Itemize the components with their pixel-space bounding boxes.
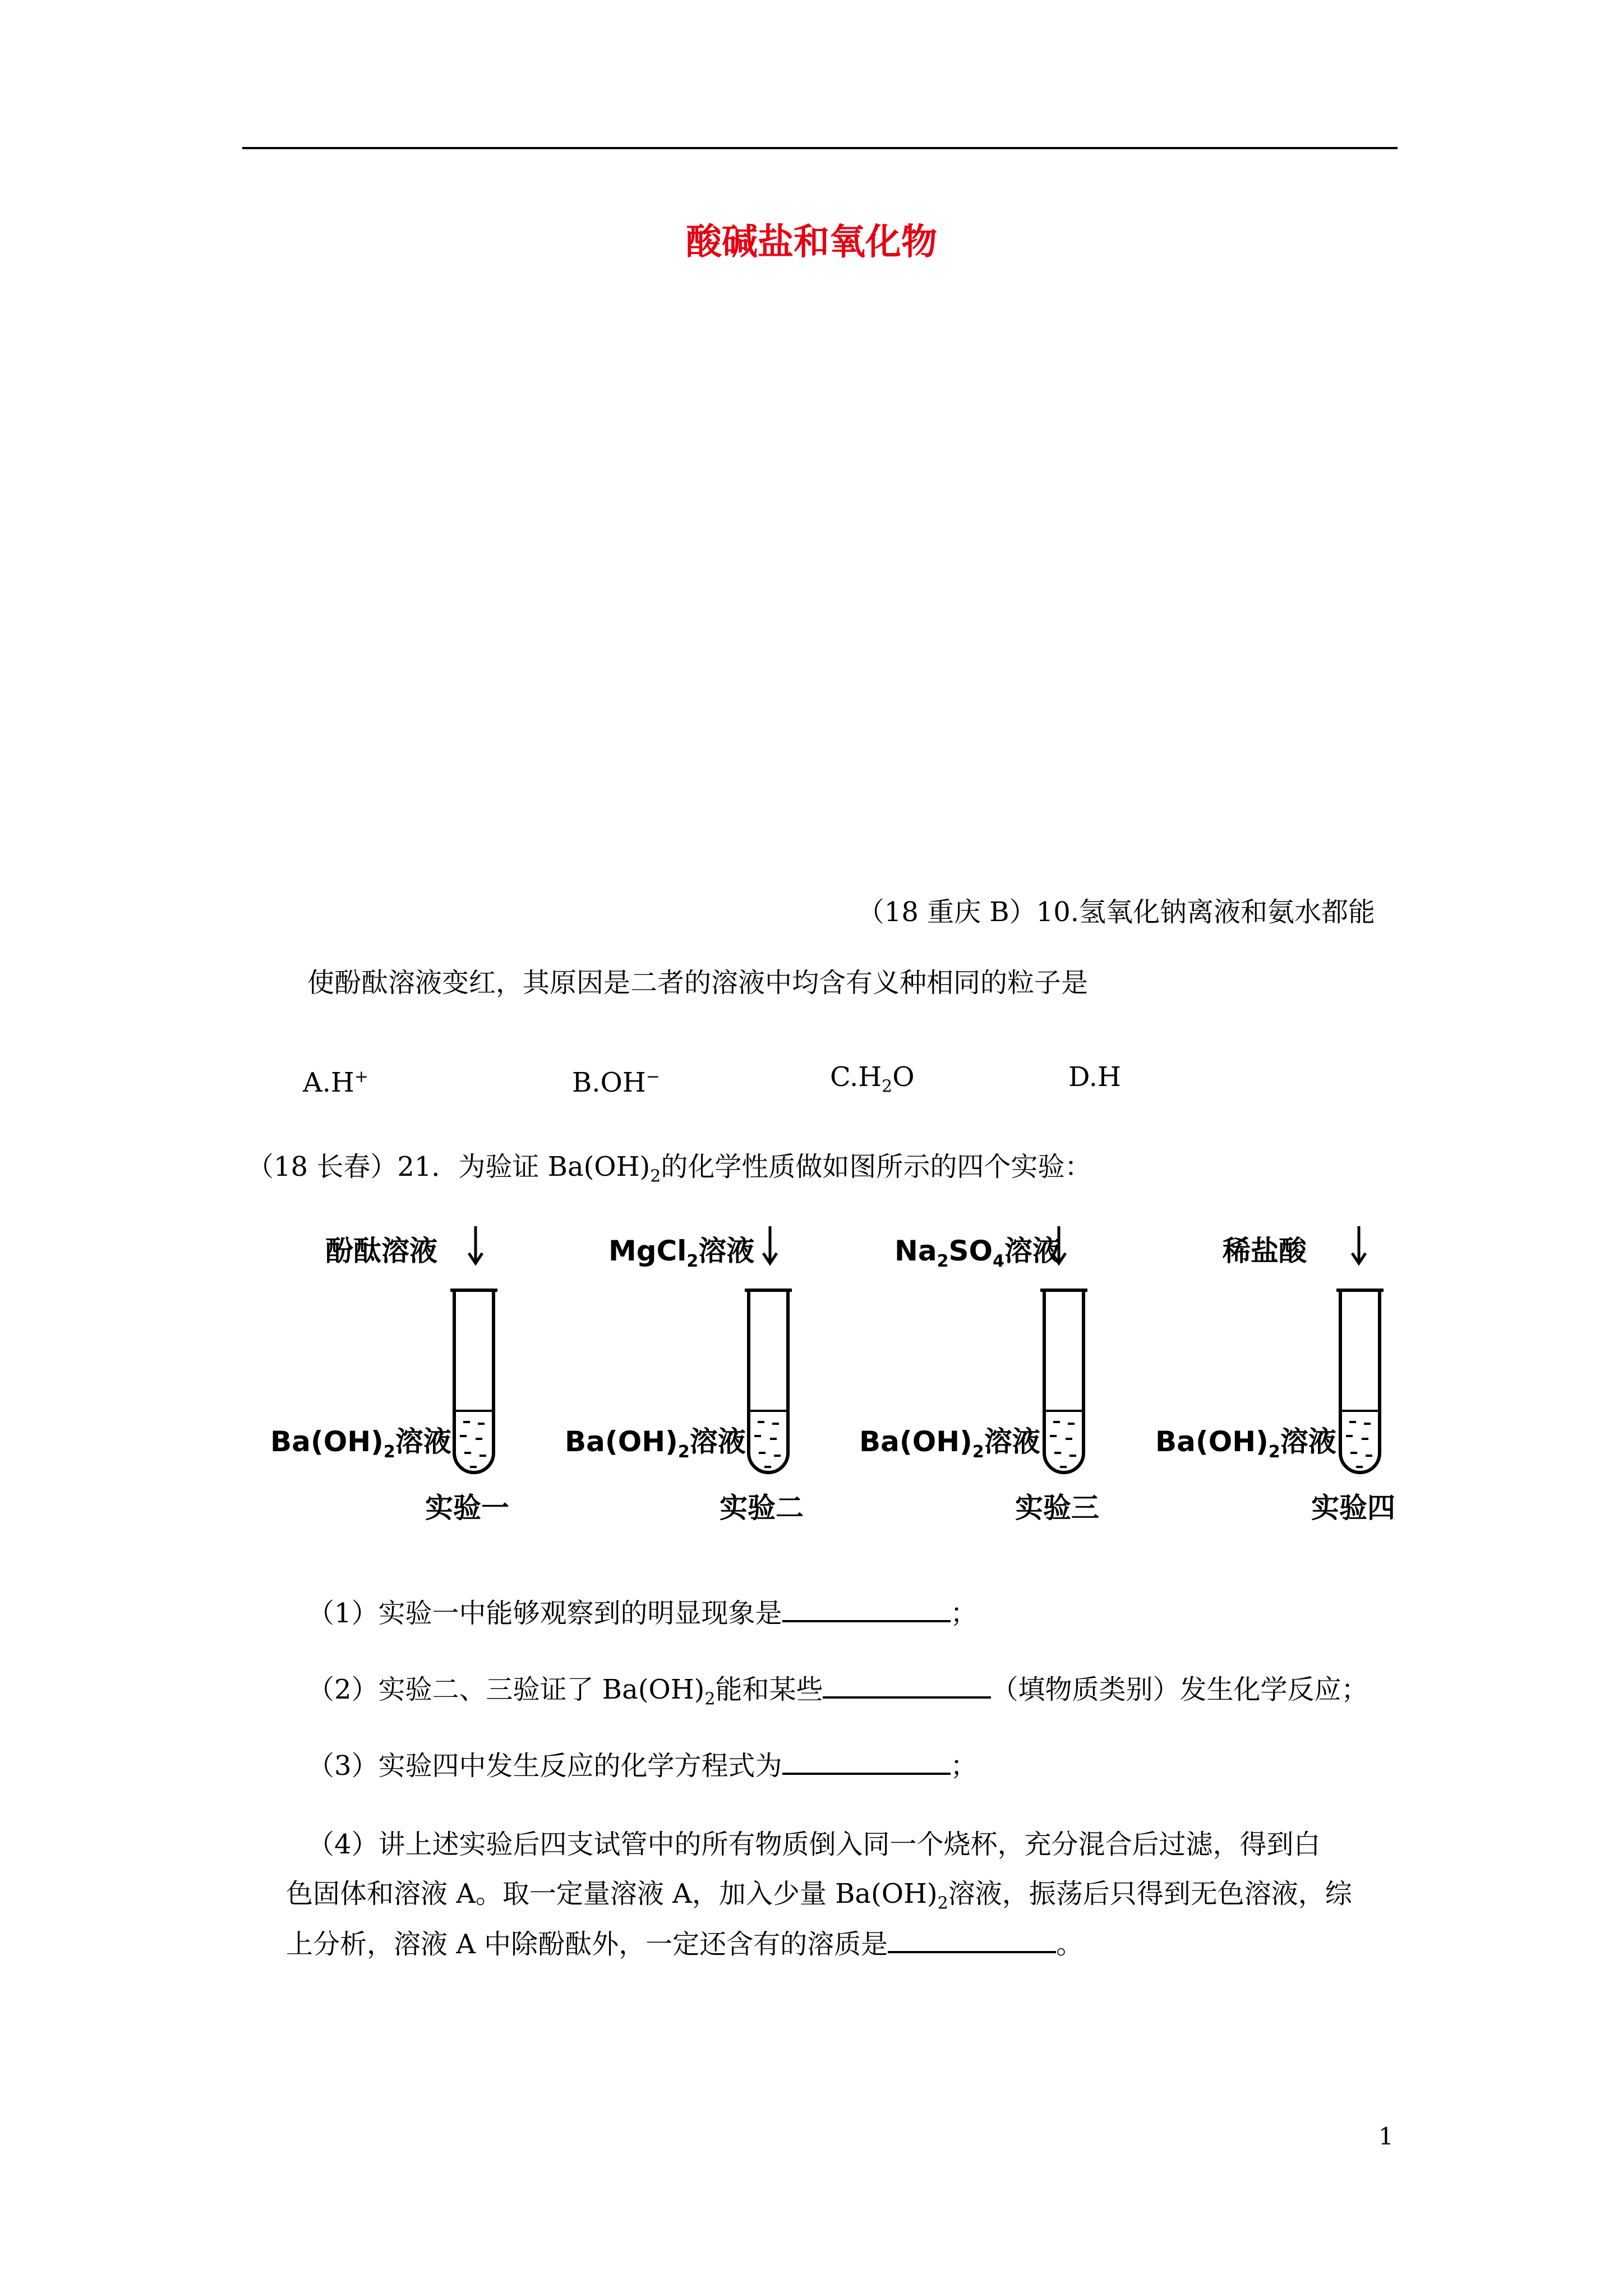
test-tube-icon xyxy=(1335,1285,1385,1487)
header-rule xyxy=(242,147,1398,149)
page-title: 酸碱盐和氧化物 xyxy=(686,221,937,263)
reagent-label-3: $Na_2SO_4$溶液 xyxy=(895,1235,1061,1271)
q10-option-d: D.H xyxy=(1068,1061,1121,1093)
answer-blank-1[interactable] xyxy=(782,1595,951,1622)
q21-sub1: （1）实验一中能够观察到的明显现象是 ； xyxy=(307,1595,978,1630)
reagent-label-2: MgCl$_2$溶液 xyxy=(608,1235,755,1271)
solution-label-2: $Ba(OH)_2$溶液 xyxy=(565,1425,746,1462)
q21-sub3: （3）实验四中发生反应的化学方程式为 ； xyxy=(307,1748,978,1783)
q21-sub2: （2）实验二、三验证了 $Ba(OH)_2$能和某些 （填物质类别）发生化学反应； xyxy=(307,1672,1368,1717)
dropper-arrow-icon xyxy=(759,1224,781,1269)
q21-intro: （18 长春）21．为验证 $Ba(OH)_2$的化学性质做如图所示的四个实验： xyxy=(247,1151,1092,1186)
reagent-label-1: 酚酞溶液 xyxy=(325,1235,437,1267)
q10-line1: （18 重庆 B）10.氢氧化钠离液和氨水都能 xyxy=(857,896,1375,928)
experiment-name-1: 实验一 xyxy=(425,1492,509,1524)
answer-blank-2[interactable] xyxy=(823,1672,991,1699)
experiment-name-3: 实验三 xyxy=(1015,1492,1099,1524)
answer-blank-4[interactable] xyxy=(888,1926,1056,1953)
experiment-name-4: 实验四 xyxy=(1311,1492,1395,1524)
q10-option-b: B.OH− xyxy=(572,1067,660,1098)
q10-option-a: A.H+ xyxy=(303,1067,368,1098)
q21-sub4-line1: （4）讲上述实验后四支试管中的所有物质倒入同一个烧杯，充分混合后过滤，得到白 xyxy=(307,1829,1321,1860)
answer-blank-3[interactable] xyxy=(782,1748,951,1775)
solution-label-3: $Ba(OH)_2$溶液 xyxy=(859,1425,1040,1462)
dropper-arrow-icon xyxy=(1348,1224,1370,1269)
dropper-arrow-icon xyxy=(1048,1224,1070,1269)
test-tube-icon xyxy=(1039,1285,1089,1487)
reagent-label-4: 稀盐酸 xyxy=(1223,1235,1307,1267)
experiment-name-2: 实验二 xyxy=(720,1492,804,1524)
solution-label-4: $Ba(OH)_2$溶液 xyxy=(1155,1425,1336,1462)
test-tube-icon xyxy=(449,1285,499,1487)
experiment-diagram xyxy=(264,1217,1430,1537)
q10-line2: 使酚酞溶液变红，其原因是二者的溶液中均含有义种相同的粒子是 xyxy=(307,967,1089,999)
page-number: 1 xyxy=(1378,2123,1394,2150)
solution-label-1: $Ba(OH)_2$溶液 xyxy=(270,1425,451,1462)
q10-option-c: $C.H_2O$ xyxy=(830,1061,915,1097)
q21-sub4-line3: 上分析，溶液 A 中除酚酞外，一定还含有的溶质是 。 xyxy=(286,1926,1083,1961)
test-tube-icon xyxy=(743,1285,794,1487)
dropper-arrow-icon xyxy=(464,1224,487,1269)
q21-sub4-line2: 色固体和溶液 A。取一定量溶液 A，加入少量 $Ba(OH)_2$溶液，振荡后只得到无色溶液，综 xyxy=(286,1878,1352,1913)
